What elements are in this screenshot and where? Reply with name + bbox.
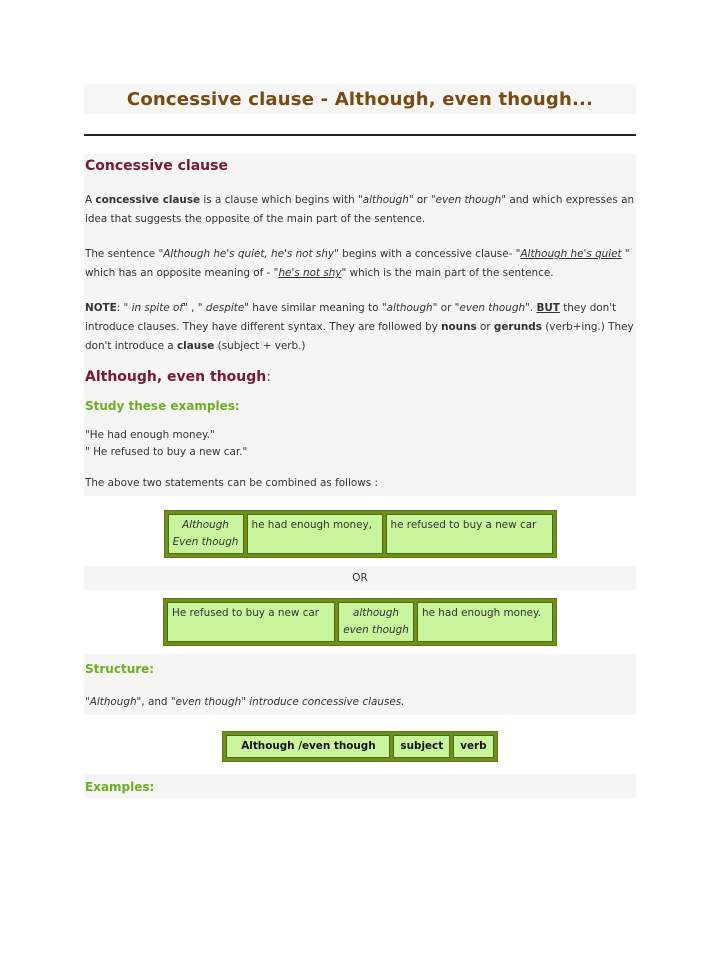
example-line-2: " He refused to buy a new car." <box>85 446 248 458</box>
combined-statement: The above two statements can be combined as follows : <box>85 477 378 489</box>
section-examples <box>84 774 636 798</box>
structure-text: "Although", and "even though" introduce concessive clauses. <box>85 696 405 708</box>
cell-subject: subject <box>393 735 450 758</box>
cell-refused-car: he refused to buy a new car <box>386 514 553 554</box>
cell-had-enough-money: he had enough money, <box>247 514 383 554</box>
study-examples-heading: Study these examples: <box>85 399 240 413</box>
combination-box-2 <box>84 590 636 654</box>
definition-paragraph: A concessive clause is a clause which begins with "although" or "even though" and which expresses an idea that suggests the opposite of the main part of the sentence. <box>85 194 635 225</box>
section-structure <box>84 654 636 715</box>
cell-although-even-though-2: although even though <box>338 602 414 642</box>
structure-heading: Structure: <box>85 662 155 676</box>
cell-refused-car-2: He refused to buy a new car <box>167 602 335 642</box>
title-divider <box>84 134 636 136</box>
cell-although-even-though: Although Even though <box>168 514 244 554</box>
example-line-1: "He had enough money." <box>85 429 215 441</box>
cell-had-enough-money-2: he had enough money. <box>417 602 553 642</box>
examples-heading: Examples: <box>85 780 155 794</box>
or-separator: OR <box>84 566 636 590</box>
combination-box-1 <box>84 496 636 566</box>
example-sentence-paragraph: The sentence "Although he's quiet, he's not shy" begins with a concessive clause- "Although he's quiet " which has an opposite meaning of - "he's not shy" which is the main part of the sentence. <box>85 248 630 279</box>
document-page <box>84 84 636 798</box>
section-concessive-clause <box>84 154 636 496</box>
cell-verb: verb <box>453 735 493 758</box>
section-heading-concessive-clause: Concessive clause <box>85 158 228 174</box>
section-heading-although: Although, even though: <box>85 369 271 385</box>
note-paragraph: NOTE: " in spite of" , " despite" have similar meaning to "although" or "even though". BUT they don't introduce clauses. They have different syntax. They are followed by nouns or gerunds (verb+ing.) They don't introduce a clause (subject + verb.) <box>85 302 634 352</box>
cell-although-even-though-3: Although /even though <box>226 735 390 758</box>
structure-box <box>84 715 636 770</box>
page-title: Concessive clause - Although, even though... <box>126 88 594 110</box>
title-band <box>84 84 636 114</box>
